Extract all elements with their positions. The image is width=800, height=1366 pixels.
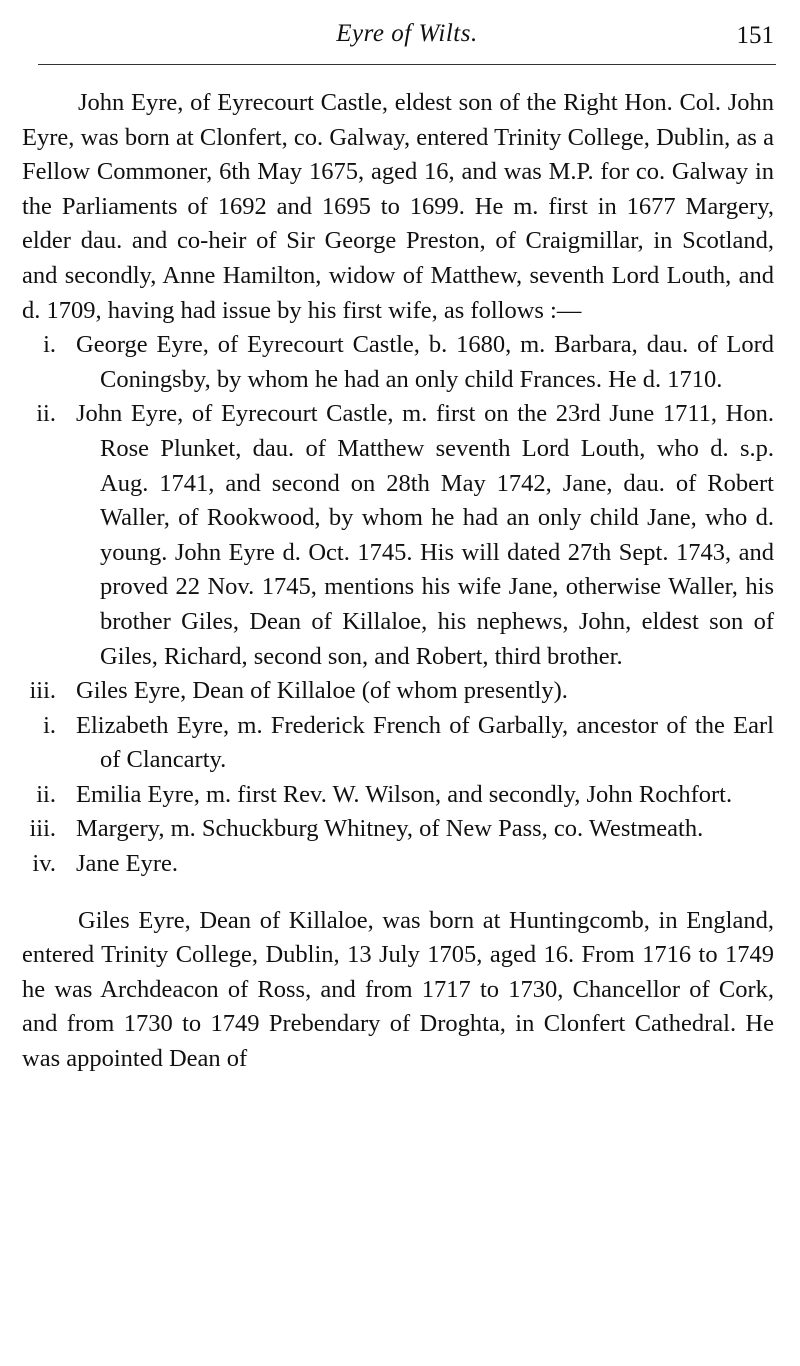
- list-item-number: iii.: [29, 815, 56, 843]
- list-item: [22, 778, 774, 813]
- issue-list: [22, 328, 774, 882]
- list-item-text: John Eyre, of Eyrecourt Castle, m. first on the 23rd June 1711, Hon. Rose Plunket, dau. of Matthew seventh Lord Louth, who d. s.p. Aug. 1741, and second on 28th May 1742, Jane, dau. of Robert Waller, of Rookwood, by whom he had an only child Jane, who d. young. John Eyre d. Oct. 1745. His will dated 27th Sept. 1743, and proved 22 Nov. 1745, mentions his wife Jane, otherwise Waller, his brother Giles, Dean of Killaloe, his nephews, John, eldest son of Giles, Richard, second son, and Robert, third brother.: [76, 400, 774, 670]
- paragraph-giles-eyre: Giles Eyre, Dean of Killaloe, was born at Huntingcomb, in England, entered Trinity College, Dublin, 13 July 1705, aged 16. From 1716 to 1749 he was Archdeacon of Ross, and from 1717 to 1730, Chancellor of Cork, and from 1730 to 1749 Prebendary of Droghta, in Clonfert Cathedral. He was appointed Dean of: [22, 906, 774, 1073]
- list-item-text: George Eyre, of Eyrecourt Castle, b. 1680, m. Barbara, dau. of Lord Coningsby, by whom he had an only child Frances. He d. 1710.: [76, 331, 774, 393]
- list-item: [22, 397, 774, 674]
- list-item: [22, 847, 774, 882]
- list-item-number: iii.: [29, 677, 56, 705]
- list-item: [22, 674, 774, 709]
- list-item-number: i.: [43, 331, 56, 359]
- list-item-text: Elizabeth Eyre, m. Frederick French of Garbally, ancestor of the Earl of Clancarty.: [76, 711, 774, 774]
- header-rule: [38, 64, 776, 65]
- list-item-text: Emilia Eyre, m. first Rev. W. Wilson, and secondly, John Rochfort.: [76, 780, 733, 808]
- list-item-text: Margery, m. Schuckburg Whitney, of New Pass, co. Westmeath.: [76, 815, 704, 843]
- running-head: [38, 14, 776, 54]
- paragraph-john-eyre: John Eyre, of Eyrecourt Castle, eldest son of the Right Hon. Col. John Eyre, was born at Clonfert, co. Galway, entered Trinity College, Dublin, as a Fellow Commoner, 6th May 1675, aged 16, and was M.P. for co. Galway in the Parliaments of 1692 and 1695 to 1699. He m. first in 1677 Margery, elder dau. and co-heir of Sir George Preston, of Craigmillar, in Scotland, and secondly, Anne Hamilton, widow of Matthew, seventh Lord Louth, and d. 1709, having had issue by his first wife, as follows :—: [22, 89, 774, 324]
- paragraph-gap: [22, 882, 774, 904]
- list-item-number: ii.: [36, 400, 56, 428]
- running-title: Eyre of Wilts.: [336, 20, 478, 47]
- list-item: [22, 812, 774, 847]
- list-item-text: Giles Eyre, Dean of Killaloe (of whom presently).: [76, 677, 568, 705]
- list-item: [22, 709, 774, 778]
- list-item-number: iv.: [32, 850, 56, 878]
- list-item-number: ii.: [36, 780, 56, 808]
- list-item-number: i.: [43, 711, 56, 739]
- list-item-text: Jane Eyre.: [76, 850, 179, 878]
- list-item: [22, 328, 774, 397]
- page-body: [22, 86, 774, 1077]
- page-number: 151: [736, 22, 774, 49]
